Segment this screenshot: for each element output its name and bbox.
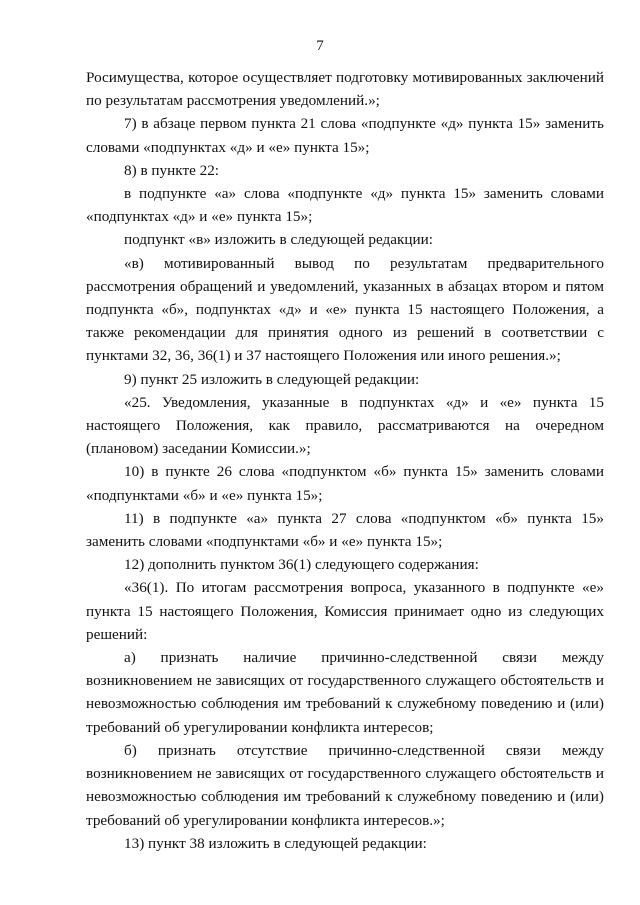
paragraph-item-11: 11) в подпункте «а» пункта 27 слова «подпунктом «б» пункта 15» заменить словами «подпунктами «б» и «е» пункта 15»;: [86, 509, 604, 551]
paragraph-item-9: 9) пункт 25 изложить в следующей редакции:: [124, 370, 420, 388]
paragraph-subitem-v: подпункт «в» изложить в следующей редакции:: [124, 231, 433, 249]
paragraph-quote-25: «25. Уведомления, указанные в подпунктах «д» и «е» пункта 15 настоящего Положения, как правило, рассматриваются на очередном (плановом) заседании Комиссии.»;: [86, 393, 604, 458]
paragraph-decision-a: а) признать наличие причинно-следственной связи между возникновением не зависящих от государственного служащего обстоятельств и невозможностью соблюдения им требований к служебному поведению и (или) требований об урегулировании конфликта интересов;: [86, 649, 604, 736]
paragraph-quote-36-1: «36(1). По итогам рассмотрения вопроса, указанного в подпункте «е» пункта 15 настоящего Положения, Комиссия принимает одно из следующих решений:: [86, 579, 604, 643]
paragraph-item-12: 12) дополнить пунктом 36(1) следующего содержания:: [124, 556, 479, 574]
paragraph-subitem-a: в подпункте «а» слова «подпункте «д» пункта 15» заменить словами «подпунктах «д» и «е» пункта 15»;: [86, 185, 604, 226]
paragraph-item-10: 10) в пункте 26 слова «подпунктом «б» пункта 15» заменить словами «подпунктами «б» и «е» пункта 15»;: [86, 463, 604, 504]
paragraph-item-7: 7) в абзаце первом пункта 21 слова «подпункте «д» пункта 15» заменить словами «подпунктах «д» и «е» пункта 15»;: [86, 115, 604, 156]
paragraph-decision-b: б) признать отсутствие причинно-следственной связи между возникновением не зависящих от государственного служащего обстоятельств и невозможностью соблюдения им требований к служебному поведению и (или) требований об урегулировании конфликта интересов.»;: [86, 741, 604, 829]
paragraph-item-13: 13) пункт 38 изложить в следующей редакции:: [124, 834, 427, 852]
paragraph-quote-v: «в) мотивированный вывод по результатам предварительного рассмотрения обращений и уведомлений, указанных в абзацах втором и пятом подпункта «б», подпунктах «д» и «е» пункта 15 настоящего Положения, а также рекомендации для принятия одного из решений в соответствии с пунктами 32, 36, 36(1) и 37 настоящего Положения или иного решения.»;: [86, 254, 604, 365]
paragraph-item-8: 8) в пункте 22:: [124, 161, 220, 179]
document-body: [86, 66, 604, 855]
page-number: 7: [316, 38, 324, 54]
paragraph-continuation: Росимущества, которое осуществляет подготовку мотивированных заключений по результатам рассмотрения уведомлений.»;: [86, 69, 604, 110]
